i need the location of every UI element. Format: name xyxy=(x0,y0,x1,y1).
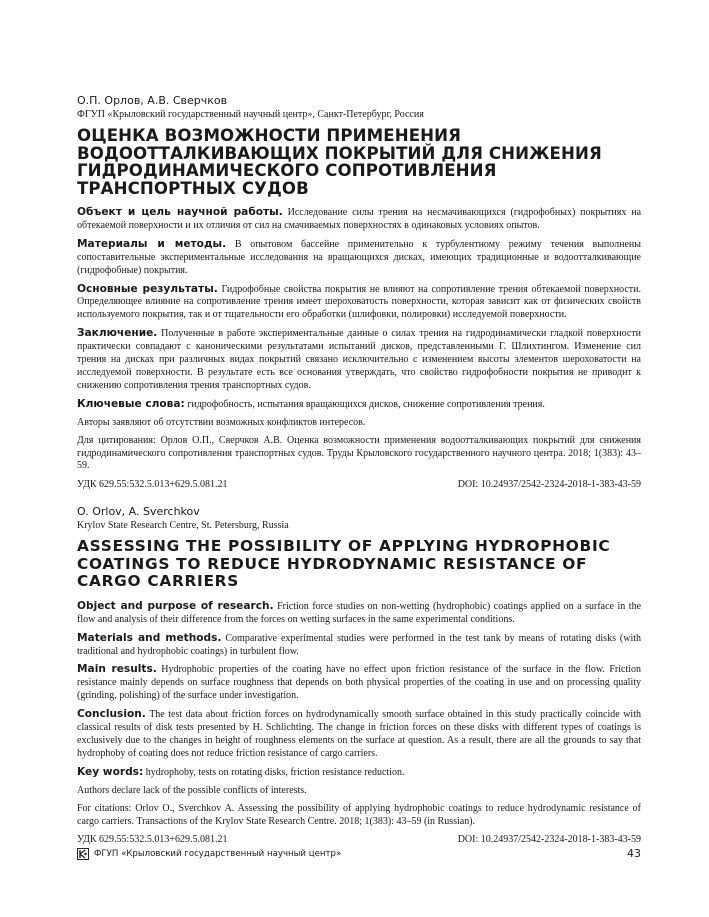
section-head: Main results. xyxy=(77,663,157,676)
section-text: Friction force studies on non-wetting (hydrophobic) coatings applied on a surface in the flow and analysis of their difference from the forces on wetting surfaces in the same experimental conditions. xyxy=(77,600,642,625)
abstract-objective-ru xyxy=(77,206,641,233)
section-head: Объект и цель научной работы. xyxy=(77,206,283,218)
footer-publisher xyxy=(77,848,341,860)
udk-en: УДК 629.55:532.5.013+629.5.081.21 xyxy=(77,834,228,846)
abstract-methods-ru xyxy=(77,238,641,278)
page-footer xyxy=(77,847,641,860)
abstract-objective-en xyxy=(77,600,641,627)
udk-doi-row-ru xyxy=(77,478,641,491)
affiliation-en: Krylov State Research Centre, St. Petersburg, Russia xyxy=(77,520,289,532)
abstract-results-en xyxy=(77,663,641,703)
citation-en: For citations: Orlov O., Sverchkov A. Assessing the possibility of applying hydrophobic coatings to reduce hydrodynamic resistance of cargo carriers. Transactions of the Krylov State Research Centre. 2018; 1(383): 43–59 (in Russian). xyxy=(77,802,641,827)
conflicts-en: Authors declare lack of the possible conflicts of interests. xyxy=(77,784,307,796)
abstract-conclusion-en xyxy=(77,708,641,761)
footer-publisher-name: ФГУП «Крыловский государственный научный центр» xyxy=(94,848,342,859)
section-text: Гидрофобные свойства покрытия не влияют на сопротивление трения обтекаемой поверхности. Определяющее влияние на сопротивление трения имеет шероховатость поверхности, которая зависит как от физических свойств используемого покрытия, так и от тщательности его обработки (шлифовки, полировки) исследуемой поверхности. xyxy=(77,283,642,321)
authors-en: O. Orlov, A. Sverchkov xyxy=(77,505,200,519)
section-head: Conclusion. xyxy=(77,708,146,721)
abstract-conclusion-ru xyxy=(77,327,641,393)
abstract-methods-en xyxy=(77,632,641,659)
section-text: Полученные в работе экспериментальные данные о силах трения на гидродинамически гладкой поверхности практически совпадают с каноническими результатами испытаний дисков, представленными Г. Шлихтингом. Изменение сил трения на дисках при различных видах покрытий связано исключительно с изменением высоты элементов шероховатости на исследуемой поверхности. В результате есть все основания утверждать, что свойство гидрофобности покрытия не приводит к снижению сопротивления трения транспортных судов. xyxy=(77,328,641,391)
section-head: Materials and methods. xyxy=(77,631,222,644)
section-text: Comparative experimental studies were performed in the test tank by means of rotating disks (with traditional and hydrophobic coatings) in turbulent flow. xyxy=(77,632,642,657)
section-text: Hydrophobic properties of the coating have no effect upon friction resistance of the surface in the flow. Friction resistance mainly depends on surface roughness that depends on both physical properties of the coating in use and on processing quality (grinding, polishing) of the surface under investigation. xyxy=(77,664,642,702)
section-text: В опытовом бассейне применительно к турбулентному режиму течения выполнены сопоставительные экспериментальные исследования на вращающихся дисках, имеющих традиционные и водоотталкивающие (гидрофобные) покрытия. xyxy=(77,238,642,276)
abstract-results-ru xyxy=(77,283,641,323)
section-head: Основные результаты. xyxy=(77,282,218,295)
section-head: Key words: xyxy=(77,765,144,778)
title-ru: ОЦЕНКА ВОЗМОЖНОСТИ ПРИМЕНЕНИЯ ВОДООТТАЛКИВАЮЩИХ ПОКРЫТИЙ ДЛЯ СНИЖЕНИЯ ГИДРОДИНАМИЧЕСКОГО СОПРОТИВЛЕНИЯ ТРАНСПОРТНЫХ СУДОВ xyxy=(77,126,602,198)
affiliation-ru: ФГУП «Крыловский государственный научный центр», Санкт-Петербург, Россия xyxy=(77,109,424,120)
section-text: The test data about friction forces on hydrodynamically smooth surface obtained in this study practically coincide with classical results of disk tests presented by H. Schlichting. The change in friction forces on these disks with different types of coatings is exclusively due to the changes in height of roughness elements on the surface at question. As a result, there are all the grounds to say that hydrophoby of coating does not reduce friction resistance of cargo carriers. xyxy=(77,709,641,759)
keywords-ru xyxy=(77,398,641,412)
authors-ru: О.П. Орлов, А.В. Сверчков xyxy=(77,94,228,107)
doi-ru[interactable]: DOI: 10.24937/2542-2324-2018-1-383-43-59 xyxy=(457,479,641,491)
udk-doi-row-en xyxy=(77,833,641,846)
keywords-en xyxy=(77,766,641,780)
udk-ru: УДК 629.55:532.5.013+629.5.081.21 xyxy=(77,479,228,491)
krylov-logo-icon xyxy=(77,848,89,860)
section-head: Заключение. xyxy=(77,327,158,340)
citation-ru: Для цитирования: Орлов О.П., Сверчков А.В. Оценка возможности применения водоотталкивающих покрытий для снижения гидродинамического сопротивления транспортных судов. Труды Крыловского государственного научного центра. 2018; 1(383): 43–59. xyxy=(77,434,641,472)
conflicts-ru: Авторы заявляют об отсутствии возможных конфликтов интересов. xyxy=(77,416,366,428)
section-head: Object and purpose of research. xyxy=(77,599,274,612)
page-number: 43 xyxy=(627,847,641,860)
article-page xyxy=(77,94,641,846)
section-head: Ключевые слова: xyxy=(77,397,185,410)
section-text: гидрофобность, испытания вращающихся дисков, снижение сопротивления трения. xyxy=(187,398,545,410)
section-text: Исследование силы трения на несмачивающихся (гидрофобных) покрытиях на обтекаемой поверхности и их отличия от сил на смачиваемых поверхностях в одинаковых условиях опытов. xyxy=(77,207,642,231)
section-text: hydrophoby, tests on rotating disks, friction resistance reduction. xyxy=(145,766,405,778)
doi-en[interactable]: DOI: 10.24937/2542-2324-2018-1-383-43-59 xyxy=(457,834,641,846)
title-en: ASSESSING THE POSSIBILITY OF APPLYING HYDROPHOBIC COATINGS TO REDUCE HYDRODYNAMIC RESISTANCE OF CARGO CARRIERS xyxy=(77,537,611,591)
section-head: Материалы и методы. xyxy=(77,237,227,250)
